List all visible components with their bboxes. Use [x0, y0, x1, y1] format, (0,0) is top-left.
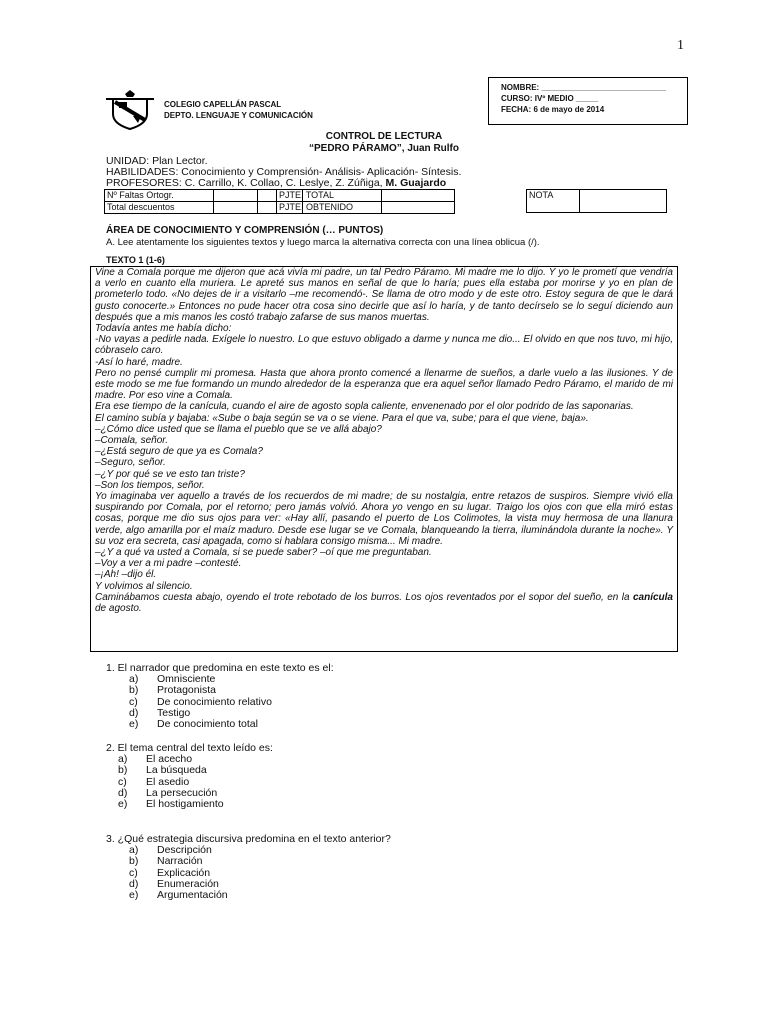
- option-letter: c): [129, 866, 138, 879]
- option-text: De conocimiento relativo: [157, 695, 272, 708]
- option-letter: e): [118, 798, 128, 811]
- option-letter: a): [129, 673, 139, 686]
- student-info-box: [488, 77, 688, 125]
- option-letter: c): [129, 695, 138, 708]
- pjte-obtenido-label: PJTE. OBTENIDO: [277, 202, 382, 214]
- passage-paragraph: –¿Cómo dice usted que se llama el pueblo que se ve allá abajo?: [95, 423, 382, 435]
- pjte-total-label: PJTE. TOTAL: [277, 190, 382, 202]
- habilidades-line: HABILIDADES: Conocimiento y Comprensión- Análisis- Aplicación- Síntesis.: [106, 166, 462, 178]
- question-stem: 3. ¿Qué estrategia discursiva predomina en el texto anterior?: [106, 833, 391, 845]
- answer-option[interactable]: [106, 868, 391, 879]
- page-number: 1: [677, 38, 684, 53]
- passage-paragraph: Vine a Comala porque me dijeron que acá vivía mi padre, un tal Pedro Páramo. Mi madre me lo dijo. Y yo le prometí que vendría a verlo en cuanto ella muriera. Le apreté sus manos en señal de que lo haría; pues ella estaba por morirse y yo en plan de prometerlo todo. «No dejes de ir a visitarlo –me recomendó-. Se llama de otro modo y de este otro. Estoy segura de que le dará gusto conocerte.» Entonces no pude hacer otra cosa sino decirle que así lo haría, y de tanto decírselo se lo seguí diciendo aun después que a mis manos les costó trabajo zafarse de sus manos muertas.: [95, 267, 673, 323]
- option-text: Protagonista: [157, 684, 216, 697]
- question-2: [106, 743, 273, 810]
- passage-paragraph: El camino subía y bajaba: «Sube o baja según se va o se viene. Para el que va, sube; para el que viene, baja».: [95, 412, 589, 424]
- school-crest-icon: [105, 90, 155, 130]
- title-line-2: “PEDRO PÁRAMO”, Juan Rulfo: [308, 143, 459, 154]
- answer-option[interactable]: [106, 879, 391, 890]
- option-text: Narración: [157, 855, 203, 868]
- faltas-value[interactable]: [214, 190, 258, 202]
- profesores-text: PROFESORES: C. Carrillo, K. Collao, C. Leslye, Z. Zúñiga,: [106, 177, 383, 189]
- passage-paragraph: –Voy a ver a mi padre –contesté.: [95, 558, 242, 570]
- pjte-total-value[interactable]: [382, 190, 455, 202]
- passage-last-text: Caminábamos cuesta abajo, oyendo el trote rebotado de los burros. Los ojos reventados por el sopor del sueño, en la: [95, 591, 630, 603]
- answer-option[interactable]: [106, 799, 273, 810]
- nota-value[interactable]: [580, 190, 667, 213]
- descuentos-label: Total descuentos: [105, 202, 214, 214]
- question-stem: 2. El tema central del texto leído es:: [106, 742, 273, 754]
- passage-paragraph: Yo imaginaba ver aquello a través de los recuerdos de mi madre; de su nostalgia, entre retazos de suspiros. Siempre vivió ella suspirando por Comala, por el retorno; pero jamás volvió. Ahora yo vengo en su lugar. Traigo los ojos con que ella miró estas cosas, porque me dio sus ojos para ver: «Hay allí, pasando el puerto de Los Colimotes, la vista muy hermosa de una llanura verde, algo amarilla por el maíz maduro. Desde ese lugar se ve Comala, blanqueando la tierra, iluminándola durante la noche». Y su voz era secreta, casi apagada, como si hablara consigo misma... Mi madre.: [95, 491, 673, 547]
- option-letter: e): [129, 889, 139, 902]
- question-1: [106, 663, 334, 730]
- question-stem: 1. El narrador que predomina en este texto es el:: [106, 662, 334, 674]
- nota-label: NOTA: [527, 190, 580, 213]
- passage-paragraph: –¡Ah! –dijo él.: [95, 569, 157, 581]
- passage-paragraph: [95, 592, 673, 614]
- passage-paragraph: –¿Y por qué se ve esto tan triste?: [95, 468, 245, 480]
- faltas-label: Nº Faltas Ortogr.: [105, 190, 214, 202]
- option-letter: a): [129, 844, 139, 857]
- option-letter: d): [129, 877, 139, 890]
- answer-option[interactable]: [106, 890, 391, 901]
- option-letter: b): [118, 764, 128, 777]
- reading-passage: [90, 266, 678, 652]
- option-text: Omnisciente: [157, 673, 216, 686]
- passage-paragraph: Pero no pensé cumplir mi promesa. Hasta que ahora pronto comencé a llenarme de sueños, a darle vuelo a las ilusiones. Y de este modo se me fue formando un mundo alrededor de la esperanza que era aquel señor llamado Pedro Páramo, el marido de mi madre. Por eso vine a Comala.: [95, 367, 673, 402]
- option-text: Argumentación: [157, 889, 228, 902]
- answer-option[interactable]: [106, 674, 334, 685]
- answer-option[interactable]: [106, 719, 334, 730]
- passage-paragraph: -No vayas a pedirle nada. Exígele lo nuestro. Lo que estuvo obligado a darme y nunca me dio... El olvido en que nos tuvo, mi hijo, cóbraselo caro.: [95, 334, 673, 357]
- option-letter: d): [118, 786, 128, 799]
- profesor-bold: M. Guajardo: [385, 177, 447, 189]
- answer-option[interactable]: [106, 856, 391, 867]
- date-field: FECHA: 6 de mayo de 2014: [501, 105, 605, 114]
- option-letter: b): [129, 684, 139, 697]
- option-text: La persecución: [146, 786, 218, 799]
- passage-last-end: de agosto.: [95, 603, 142, 615]
- passage-paragraph: Y volvimos al silencio.: [95, 580, 193, 592]
- passage-bold-word: canícula: [632, 591, 673, 603]
- document-title: [0, 131, 768, 155]
- texto-label: TEXTO 1 (1-6): [106, 255, 165, 265]
- course-field[interactable]: CURSO: IVº MEDIO _____: [501, 94, 599, 103]
- option-text: Testigo: [157, 706, 191, 719]
- passage-paragraph: –Seguro, señor.: [95, 457, 166, 469]
- answer-option[interactable]: [106, 697, 334, 708]
- unidad-line: UNIDAD: Plan Lector.: [106, 155, 208, 167]
- score-table-left: [104, 189, 303, 214]
- option-text: La búsqueda: [146, 764, 207, 777]
- name-field[interactable]: NOMBRE: ____________________________: [501, 83, 667, 92]
- school-name: COLEGIO CAPELLÁN PASCAL: [164, 100, 282, 109]
- option-text: El asedio: [146, 775, 190, 788]
- department-name: DEPTO. LENGUAJE Y COMUNICACIÓN: [164, 111, 313, 120]
- passage-paragraph: Todavía antes me había dicho:: [95, 323, 232, 335]
- option-text: Enumeración: [157, 877, 219, 890]
- option-letter: d): [129, 706, 139, 719]
- passage-paragraph: –¿Está seguro de que ya es Comala?: [95, 446, 263, 458]
- option-text: El acecho: [146, 753, 193, 766]
- profesores-line: [106, 178, 461, 189]
- passage-paragraph: –¿Y a qué va usted a Comala, si se puede saber? –oí que me preguntaban.: [95, 547, 432, 559]
- title-line-1: CONTROL DE LECTURA: [325, 131, 443, 142]
- option-letter: b): [129, 855, 139, 868]
- option-text: Descripción: [157, 844, 212, 857]
- exam-info: [106, 156, 461, 189]
- grade-table: [526, 189, 667, 213]
- option-text: El hostigamiento: [146, 798, 224, 811]
- passage-paragraph: –Comala, señor.: [95, 435, 168, 447]
- section-title: ÁREA DE CONOCIMIENTO Y COMPRENSIÓN (… PUNTOS): [106, 225, 384, 236]
- question-3: [106, 834, 391, 901]
- section-instruction: A. Lee atentamente los siguientes textos y luego marca la alternativa correcta con una línea oblicua (/).: [106, 237, 540, 248]
- pjte-obtenido-value[interactable]: [382, 202, 455, 214]
- passage-paragraph: Era ese tiempo de la canícula, cuando el aire de agosto sopla caliente, envenenado por el olor podrido de las saponarias.: [95, 401, 634, 413]
- option-text: Explicación: [157, 866, 211, 879]
- descuentos-value[interactable]: [214, 202, 258, 214]
- option-text: De conocimiento total: [157, 718, 258, 731]
- passage-paragraph: -Así lo haré, madre.: [95, 356, 183, 368]
- answer-option[interactable]: [106, 765, 273, 776]
- answer-option[interactable]: [106, 845, 391, 856]
- passage-paragraph: –Son los tiempos, señor.: [95, 479, 205, 491]
- score-table-middle: [276, 189, 455, 214]
- school-header: [164, 99, 313, 121]
- option-letter: c): [118, 775, 127, 788]
- option-letter: e): [129, 718, 139, 731]
- option-letter: a): [118, 753, 128, 766]
